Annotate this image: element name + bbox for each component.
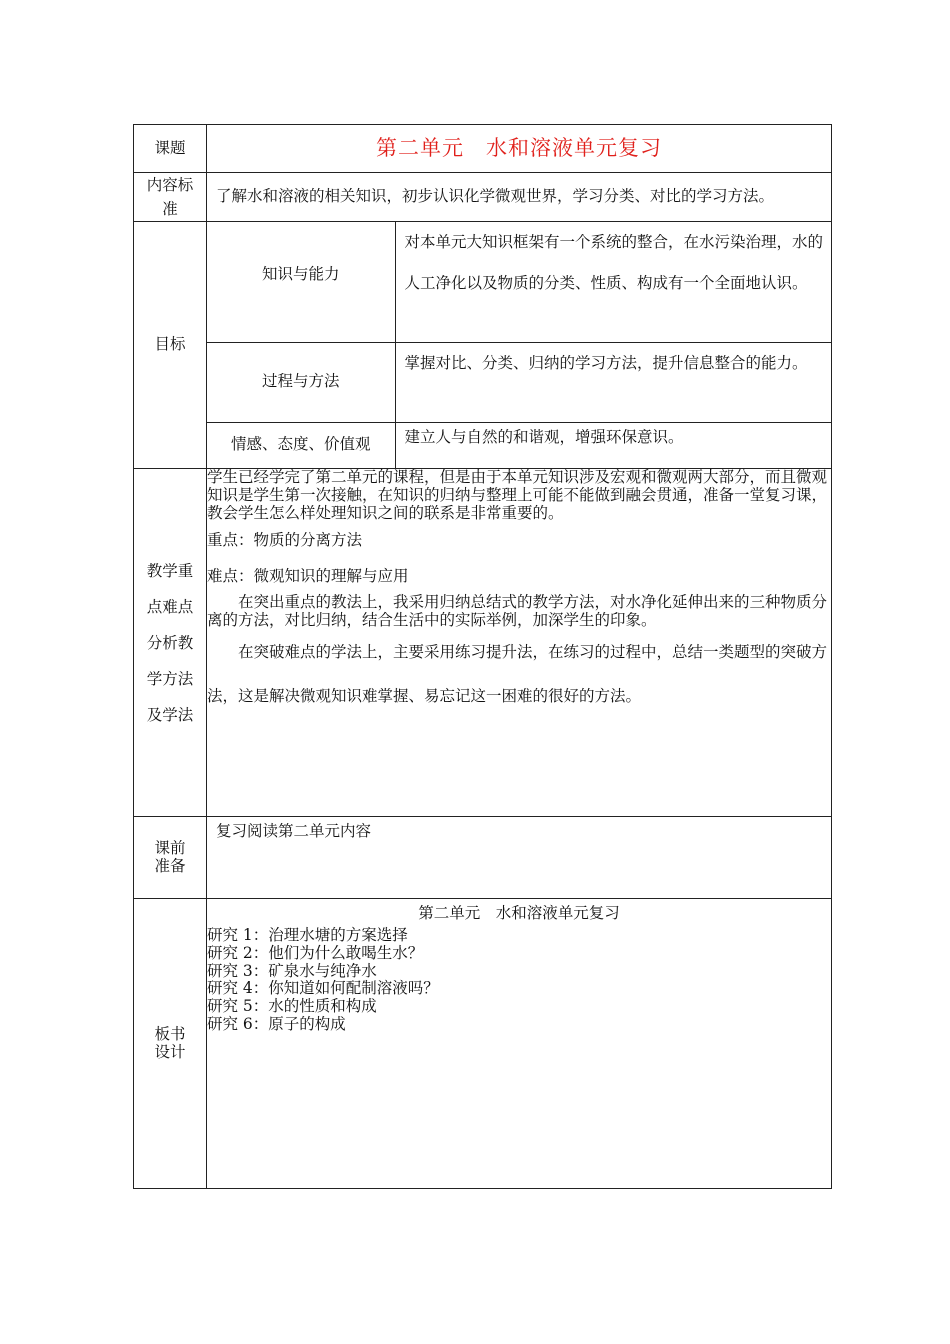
content-standard-label-cell	[134, 173, 207, 222]
board-label-cell	[134, 899, 207, 1189]
title-row	[134, 125, 832, 173]
board-line: 研究 5：水的性质和构成	[207, 997, 377, 1016]
preparation-row	[134, 817, 832, 899]
analysis-paragraph: 在突出重点的教法上，我采用归纳总结式的教学方法，对水净化延伸出来的三种物质分离的方法，对比归纳，结合生活中的实际举例，加深学生的印象。	[207, 593, 828, 630]
board-line: 研究 2：他们为什么敢喝生水？	[207, 943, 424, 962]
lesson-title: 第二单元 水和溶液单元复习	[376, 136, 662, 161]
goal-text-cell	[395, 342, 832, 422]
goals-table	[207, 222, 832, 468]
goal-name: 过程与方法	[261, 372, 340, 391]
board-cell	[207, 899, 832, 1189]
analysis-label-cell	[134, 469, 207, 817]
goal-name-cell	[207, 222, 395, 342]
lesson-plan-table	[133, 124, 832, 1189]
goal-text: 掌握对比、分类、归纳的学习方法，提升信息整合的能力。	[404, 353, 808, 372]
topic-label-cell	[134, 125, 207, 173]
difficult-point: 难点：微观知识的理解与应用	[207, 567, 409, 586]
preparation-text: 复习阅读第二单元内容	[216, 822, 372, 840]
board-line: 研究 3：矿泉水与纯净水	[207, 961, 377, 980]
board-line: 研究 4：你知道如何配制溶液吗？	[207, 979, 439, 998]
preparation-label-cell	[134, 817, 207, 899]
topic-label: 课题	[154, 138, 186, 157]
goal-name: 知识与能力	[261, 264, 340, 283]
analysis-label: 教学重点难点分析教学方法及学法	[146, 561, 194, 724]
analysis-cell	[207, 469, 832, 817]
goal-text-cell	[395, 422, 832, 468]
goal-row	[207, 222, 832, 342]
preparation-label: 课前准备	[154, 838, 186, 875]
board-row	[134, 899, 832, 1189]
key-point: 重点：物质的分离方法	[207, 531, 363, 550]
content-standard-row	[134, 173, 832, 222]
goals-cell	[207, 222, 832, 469]
analysis-paragraph: 学生已经学完了第二单元的课程，但是由于本单元知识涉及宏观和微观两大部分，而且微观知识是学生第一次接触，在知识的归纳与整理上可能不能做到融会贯通，准备一堂复习课，教会学生怎么样处理知识之间的联系是非常重要的。	[207, 468, 828, 522]
goal-row	[207, 422, 832, 468]
board-line: 研究 6：原子的构成	[207, 1015, 346, 1034]
goals-row	[134, 222, 832, 469]
content-standard-cell	[207, 173, 832, 222]
analysis-paragraph: 在突破难点的学法上，主要采用练习提升法，在练习的过程中，总结一类题型的突破方法，这是解决微观知识难掌握、易忘记这一困难的很好的方法。	[207, 643, 828, 706]
goal-name-cell	[207, 342, 395, 422]
board-heading: 第二单元 水和溶液单元复习	[418, 904, 620, 922]
content-standard-label: 内容标准	[146, 176, 194, 218]
board-label: 板书设计	[154, 1024, 186, 1061]
title-cell	[207, 125, 832, 173]
goal-name-cell	[207, 422, 395, 468]
goal-row	[207, 342, 832, 422]
goal-text-cell	[395, 222, 832, 342]
goal-name: 情感、态度、价值观	[230, 435, 371, 454]
board-line: 研究 1：治理水塘的方案选择	[207, 926, 408, 944]
preparation-cell	[207, 817, 832, 899]
goals-label: 目标	[154, 335, 186, 354]
goal-text: 对本单元大知识框架有一个系统的整合，在水污染治理，水的人工净化以及物质的分类、性质、构成有一个全面地认识。	[404, 233, 824, 292]
content-standard-text: 了解水和溶液的相关知识，初步认识化学微观世界，学习分类、对比的学习方法。	[216, 187, 775, 206]
analysis-row	[134, 469, 832, 817]
goals-label-cell	[134, 222, 207, 469]
goal-text: 建立人与自然的和谐观，增强环保意识。	[404, 427, 684, 446]
